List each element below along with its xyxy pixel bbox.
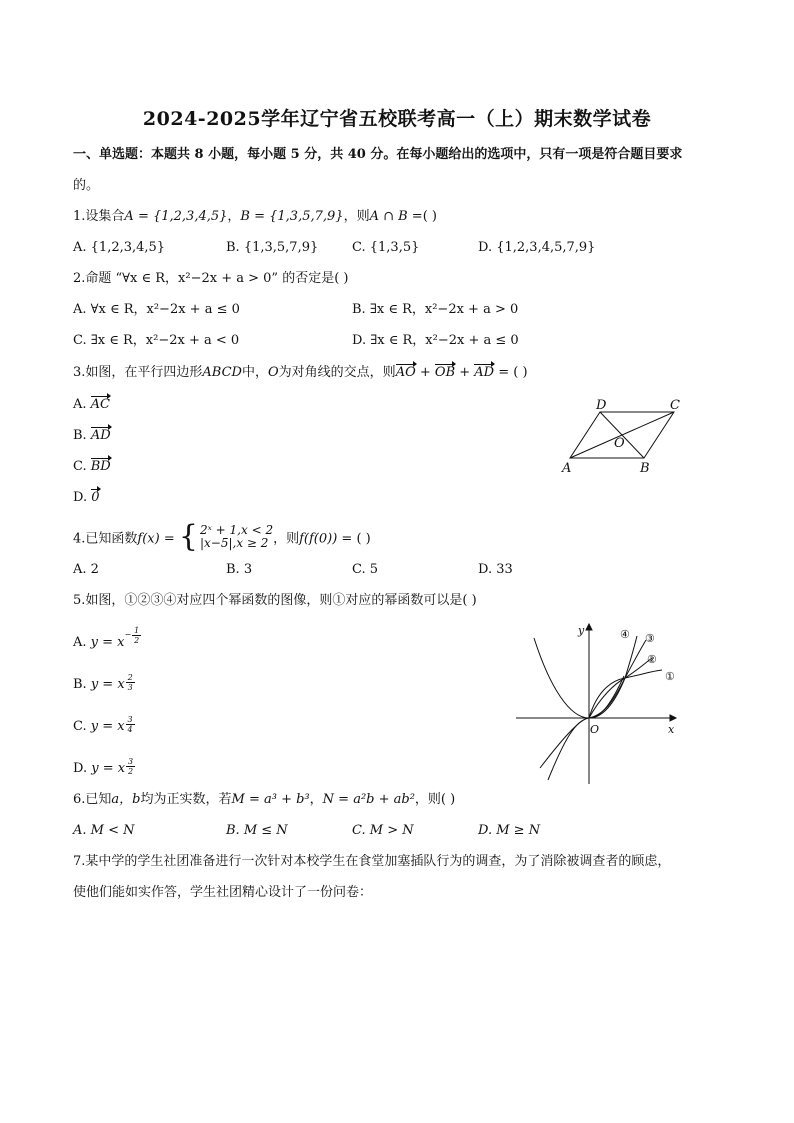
q1-option-a: A. {1,2,3,4,5} (73, 240, 166, 255)
q6-option-b: B. M ≤ N (226, 823, 288, 838)
label-origin: O (590, 723, 600, 736)
question-1: 1.设集合A = {1,2,3,4,5}，B = {1,3,5,7,9}，则A ∩ B =( ) (73, 209, 437, 224)
label-y: y (578, 624, 585, 637)
q3-option-a: A. AC (73, 397, 110, 412)
case-1: 2ˣ + 1,x < 2 (199, 523, 274, 537)
section-heading: 一、单选题：本题共 8 小题，每小题 5 分，共 40 分。在每小题给出的选项中，只有一项是符合题目要求 (73, 147, 683, 162)
label-curve-2: ② (647, 653, 657, 666)
question-4: 4.已知函数f(x) = { 2ˣ + 1,x < 2 |x−5|,x ≥ 2 ，则f(f(0)) = ( ) (73, 519, 371, 554)
piecewise-function (178, 519, 274, 554)
label-o: O (614, 436, 625, 451)
label-a: A (562, 461, 572, 476)
question-2: 2.命题 “∀x ∈ R，x²−2x + a > 0” 的否定是( ) (73, 271, 349, 286)
question-7: 7.某中学的学生社团准备进行一次针对本校学生在食堂加塞插队行为的调查，为了消除被调查者的顾虑， (73, 854, 671, 869)
q6-option-a: A. M < N (73, 823, 135, 838)
label-curve-3: ③ (645, 632, 655, 645)
x-axis-arrow (670, 715, 676, 721)
question-7-cont: 使他们能如实作答，学生社团精心设计了一份问卷： (73, 885, 373, 900)
q1-option-d: D. {1,2,3,4,5,7,9} (478, 240, 596, 255)
q4-option-b: B. 3 (226, 562, 253, 577)
label-curve-1: ① (665, 670, 675, 683)
q3-option-d: D. 0 (73, 490, 100, 505)
question-5: 5.如图，①②③④对应四个幂函数的图像，则①对应的幂函数可以是( ) (73, 593, 477, 608)
q5-option-a: A. y = x − 1 2 (73, 625, 140, 650)
label-curve-4: ④ (620, 628, 630, 641)
q2-option-c: C. ∃x ∈ R，x²−2x + a < 0 (73, 333, 240, 348)
power-function-figure (510, 618, 690, 786)
q4-option-c: C. 5 (352, 562, 379, 577)
q6-option-d: D. M ≥ N (478, 823, 541, 838)
q5-option-d: D. y = x $\frac{3}{2}$ (73, 757, 134, 776)
label-x: x (668, 723, 675, 736)
brace: { (178, 519, 198, 554)
q1-option-b: B. {1,3,5,7,9} (226, 240, 319, 255)
q4-option-d: D. 33 (478, 562, 513, 577)
q6-option-c: C. M > N (352, 823, 414, 838)
page-title: 2024-2025学年辽宁省五校联考高一（上）期末数学试卷 (142, 108, 652, 130)
q3-option-c: C. BD (73, 459, 111, 474)
parallelogram-figure (560, 396, 690, 476)
label-b: B (640, 461, 650, 476)
diagonal-bd (600, 412, 644, 458)
q5-option-c: C. y = x $\frac{3}{4}$ (73, 715, 133, 734)
q2-option-a: A. ∀x ∈ R，x²−2x + a ≤ 0 (73, 302, 240, 317)
label-d: D (596, 398, 607, 413)
question-3: 3.如图，在平行四边形ABCD中，O为对角线的交点，则AO + OB + AD = ( ) (73, 365, 528, 380)
q5-option-b: B. y = x $\frac{2}{3}$ (73, 673, 133, 692)
curve-even (534, 638, 624, 718)
curve-3 (548, 640, 646, 780)
section-heading-cont: 的。 (73, 178, 100, 193)
q2-option-b: B. ∃x ∈ R，x²−2x + a > 0 (352, 302, 519, 317)
label-c: C (670, 398, 680, 413)
q2-option-d: D. ∃x ∈ R，x²−2x + a ≤ 0 (352, 333, 519, 348)
q3-option-b: B. AD (73, 428, 111, 443)
y-axis-arrow (586, 624, 592, 630)
question-6: 6.已知a，b均为正实数，若M = a³ + b³，N = a²b + ab²，则( ) (73, 792, 456, 807)
q4-option-a: A. 2 (73, 562, 99, 577)
case-2: |x−5|,x ≥ 2 (199, 536, 269, 550)
q1-option-c: C. {1,3,5} (352, 240, 420, 255)
